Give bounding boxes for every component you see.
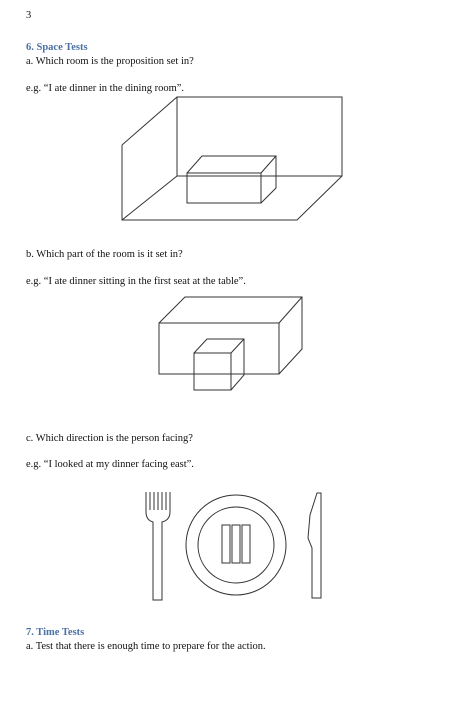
question-a-time: a. Test that there is enough time to prepare for the action.: [26, 641, 266, 652]
seat-drawing: [194, 339, 244, 390]
plate-icon: [186, 495, 286, 595]
table-in-room: [187, 156, 276, 203]
question-b-part-of-room: b. Which part of the room is it set in?: [26, 249, 183, 260]
section-heading-time-tests: 7. Time Tests: [26, 627, 85, 638]
room-drawing: [122, 97, 342, 220]
example-c-direction: e.g. “I looked at my dinner facing east”.: [26, 459, 194, 470]
page-number: 3: [26, 10, 32, 21]
example-a-room: e.g. “I ate dinner in the dining room”.: [26, 83, 185, 94]
example-b-part-of-room: e.g. “I ate dinner sitting in the first seat at the table”.: [26, 276, 246, 287]
fork-icon: [146, 492, 170, 600]
question-c-direction: c. Which direction is the person facing?: [26, 433, 193, 444]
food-on-plate-icon: [222, 525, 250, 563]
knife-icon: [308, 493, 321, 598]
question-a-room: a. Which room is the proposition set in?: [26, 56, 194, 67]
section-heading-space-tests: 6. Space Tests: [26, 42, 88, 53]
